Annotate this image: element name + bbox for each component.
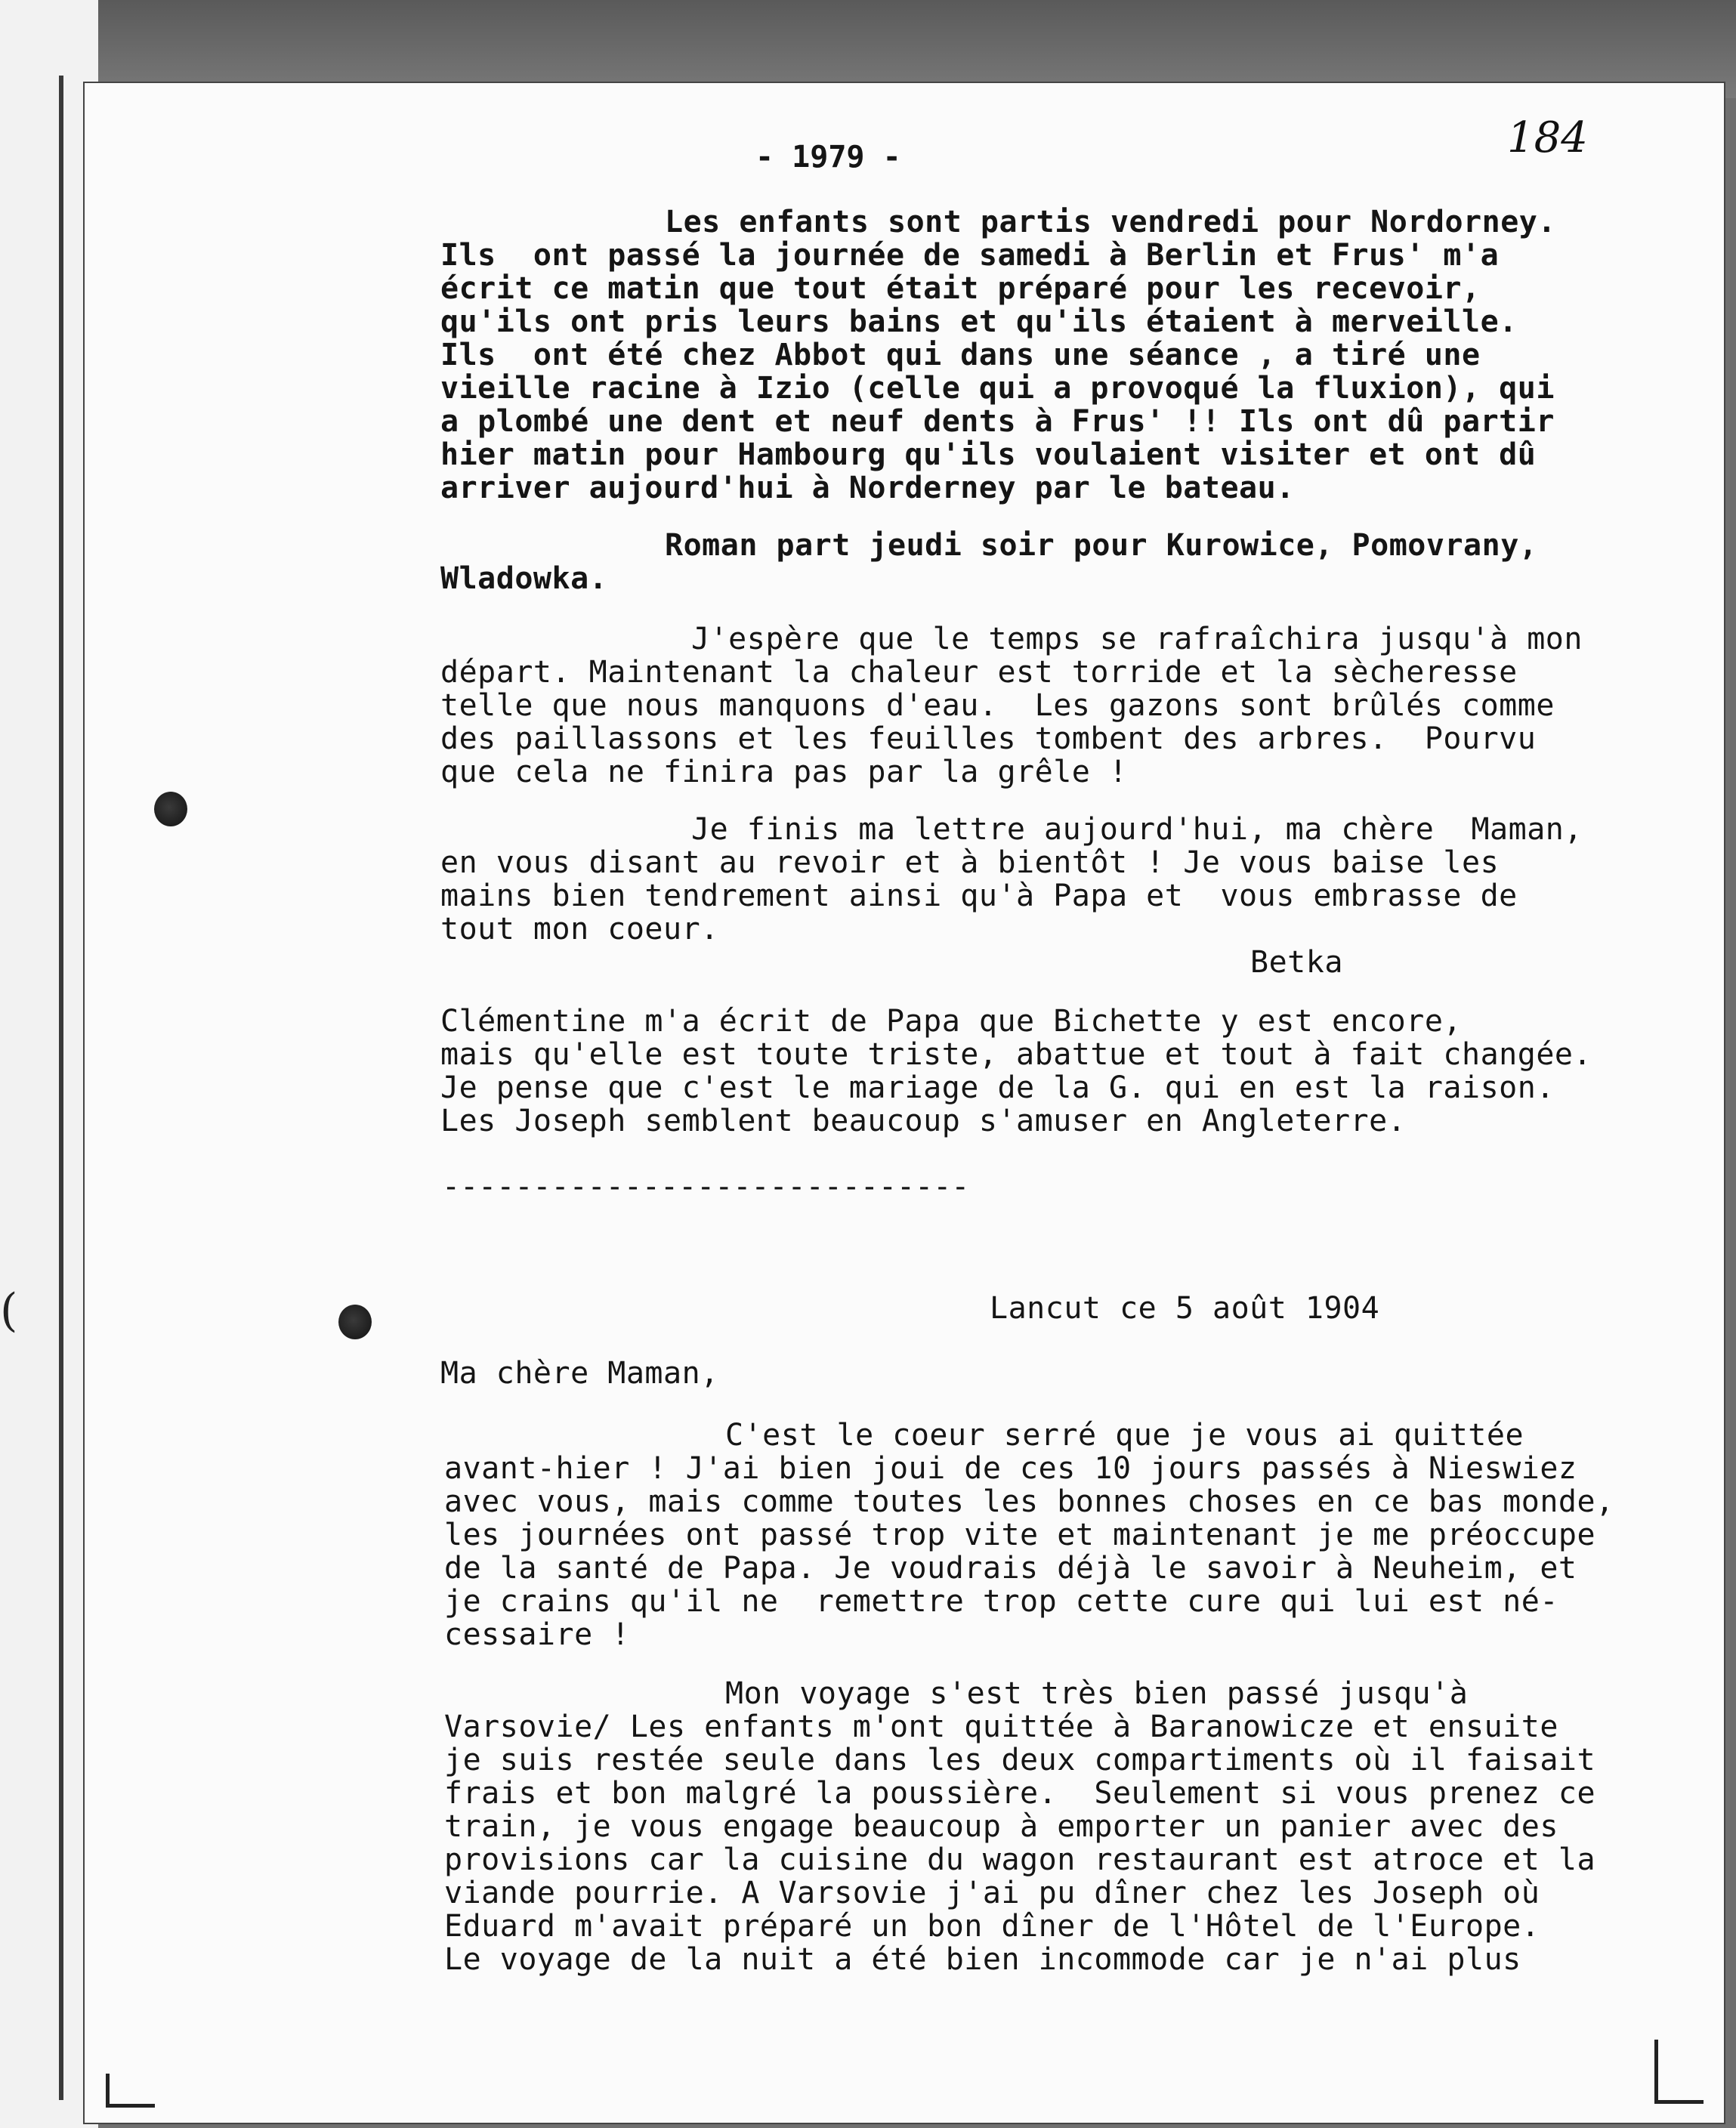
- text-line: viande pourrie. A Varsovie j'ai pu dîner chez les Joseph où: [444, 1876, 1540, 1910]
- punch-hole: [338, 1305, 372, 1339]
- text-line: Eduard m'avait préparé un bon dîner de l'Hôtel de l'Europe.: [444, 1909, 1540, 1944]
- text-line: telle que nous manquons d'eau. Les gazons sont brûlés comme: [440, 688, 1555, 723]
- text-line: Roman part jeudi soir pour Kurowice, Pomovrany,: [665, 528, 1538, 563]
- text-line: avant-hier ! J'ai bien joui de ces 10 jours passés à Nieswiez: [444, 1451, 1577, 1486]
- text-line: départ. Maintenant la chaleur est torride et la sècheresse: [440, 655, 1518, 690]
- text-line: avec vous, mais comme toutes les bonnes choses en ce bas monde,: [444, 1484, 1614, 1519]
- text-line: Wladowka.: [440, 561, 608, 596]
- punch-hole: [154, 792, 187, 826]
- backing-sheet-edge: [0, 0, 98, 2128]
- text-line: a plombé une dent et neuf dents à Frus' !! Ils ont dû partir: [440, 404, 1555, 439]
- page-corner-mark: [106, 2074, 155, 2108]
- text-line: arriver aujourd'hui à Norderney par le bateau.: [440, 471, 1295, 505]
- sheet-edge-shadow: [59, 76, 63, 2100]
- text-line: vieille racine à Izio (celle qui a provoqué la fluxion), qui: [440, 371, 1555, 406]
- text-line: Ils ont passé la journée de samedi à Berlin et Frus' m'a: [440, 238, 1500, 273]
- postscript-line: Je pense que c'est le mariage de la G. qui en est la raison.: [440, 1070, 1555, 1105]
- postscript-line: Clémentine m'a écrit de Papa que Bichette y est encore,: [440, 1004, 1463, 1039]
- text-line: Les enfants sont partis vendredi pour Nordorney.: [665, 205, 1556, 239]
- text-line: que cela ne finira pas par la grêle !: [440, 755, 1128, 789]
- text-line: mains bien tendrement ainsi qu'à Papa et vous embrasse de: [440, 879, 1518, 913]
- text-line: frais et bon malgré la poussière. Seulement si vous prenez ce: [444, 1776, 1596, 1811]
- margin-bracket: (: [0, 1284, 18, 1337]
- text-line: C'est le coeur serré que je vous ai quittée: [725, 1418, 1524, 1453]
- separator-line: -----------------------------: [442, 1169, 970, 1204]
- page-number: - 1979 -: [755, 140, 901, 175]
- text-line: je crains qu'il ne remettre trop cette cure qui lui est né-: [444, 1584, 1558, 1619]
- text-line: en vous disant au revoir et à bientôt ! Je vous baise les: [440, 845, 1500, 880]
- text-line: hier matin pour Hambourg qu'ils voulaient visiter et ont dû: [440, 437, 1537, 472]
- postscript-line: mais qu'elle est toute triste, abattue et tout à fait changée.: [440, 1037, 1592, 1072]
- text-line: Mon voyage s'est très bien passé jusqu'à: [725, 1676, 1469, 1711]
- letter-dateline: Lancut ce 5 août 1904: [990, 1291, 1380, 1326]
- page-corner-mark: [1654, 2040, 1704, 2104]
- salutation: Ma chère Maman,: [440, 1356, 719, 1391]
- text-line: J'espère que le temps se rafraîchira jusqu'à mon: [691, 622, 1583, 656]
- text-line: train, je vous engage beaucoup à emporter un panier avec des: [444, 1809, 1558, 1844]
- text-line: écrit ce matin que tout était préparé pour les recevoir,: [440, 271, 1481, 306]
- text-line: qu'ils ont pris leurs bains et qu'ils étaient à merveille.: [440, 304, 1518, 339]
- postscript-line: Les Joseph semblent beaucoup s'amuser en Angleterre.: [440, 1104, 1407, 1138]
- handwritten-folio-number: 184: [1507, 113, 1588, 162]
- text-line: provisions car la cuisine du wagon restaurant est atroce et la: [444, 1842, 1596, 1877]
- text-line: cessaire !: [444, 1617, 630, 1652]
- text-line: de la santé de Papa. Je voudrais déjà le savoir à Neuheim, et: [444, 1551, 1577, 1586]
- text-line: Je finis ma lettre aujourd'hui, ma chère Maman,: [691, 812, 1583, 847]
- text-line: les journées ont passé trop vite et maintenant je me préoccupe: [444, 1518, 1596, 1552]
- text-line: tout mon coeur.: [440, 912, 719, 947]
- text-line: des paillassons et les feuilles tombent des arbres. Pourvu: [440, 721, 1537, 756]
- signature: Betka: [1250, 945, 1343, 980]
- text-line: Varsovie/ Les enfants m'ont quittée à Baranowicze et ensuite: [444, 1710, 1558, 1744]
- text-line: je suis restée seule dans les deux compartiments où il faisait: [444, 1743, 1596, 1777]
- text-line: Le voyage de la nuit a été bien incommode car je n'ai plus: [444, 1942, 1521, 1977]
- text-line: Ils ont été chez Abbot qui dans une séance , a tiré une: [440, 338, 1481, 372]
